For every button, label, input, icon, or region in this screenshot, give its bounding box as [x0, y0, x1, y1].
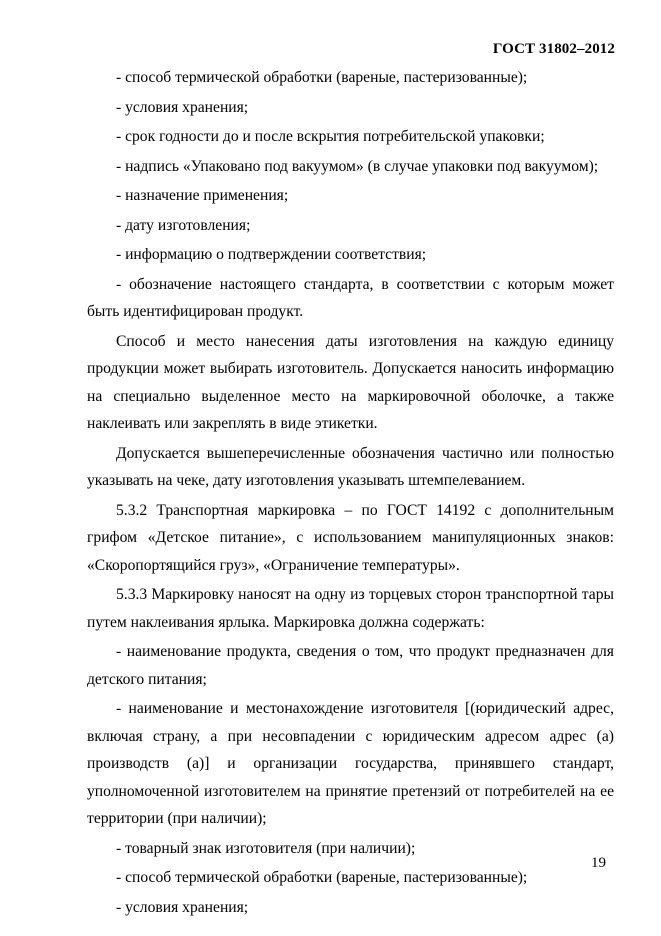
section-5-3-2: 5.3.2 Транспортная маркировка – по ГОСТ 14192 с дополнительным грифом «Детское питание», с использованием манипуляционных знаков: «Скоропортящийся груз», «Ограничение температуры».: [87, 501, 614, 574]
list-item: - срок годности до и после вскрытия потребительской упаковки;: [116, 128, 545, 145]
list-item: - надпись «Упаковано под вакуумом» (в случае упаковки под вакуумом);: [116, 157, 599, 175]
list-item: - условия хранения;: [116, 898, 249, 916]
paragraph: Допускается вышеперечисленные обозначения частично или полностью указывать на чеке, дату изготовления указывать штемпелеванием.: [87, 444, 614, 489]
list-item: - назначение применения;: [116, 187, 289, 204]
list-item: - способ термической обработки (вареные, пастеризованные);: [116, 69, 528, 86]
section-5-3-3: 5.3.3 Маркировку наносят на одну из торцевых сторон транспортной тары путем наклеивания ярлыка. Маркировка должна содержать:: [87, 586, 614, 631]
paragraph: Способ и место нанесения даты изготовления на каждую единицу продукции может выбирать изготовитель. Допускается наносить информацию на специально выделенное место на маркировочной оболочке, а также наклеивать или закреплять в виде этикетки.: [87, 332, 614, 432]
document-body: [87, 64, 614, 921]
list-item: - товарный знак изготовителя (при наличии);: [116, 839, 416, 857]
list-item: - способ термической обработки (вареные, пастеризованные);: [116, 869, 528, 886]
list-item: - условия хранения;: [116, 98, 249, 116]
list-item: - информацию о подтверждении соответствия;: [116, 246, 427, 263]
page-number: 19: [591, 855, 606, 871]
list-item: - обозначение настоящего стандарта, в соответствии с которым может быть идентифицирован продукт.: [87, 275, 614, 320]
list-item: - дату изготовления;: [116, 216, 251, 234]
standard-header: ГОСТ 31802–2012: [492, 41, 615, 57]
list-item: - наименование продукта, сведения о том, что продукт предназначен для детского питания;: [87, 643, 614, 688]
list-item: - наименование и местонахождение изготовителя [(юридический адрес, включая страну, а при несовпадении с юридическим адресом адрес (а) производств (а)] и организации государства, принявшего стандарт, уполномоченной изготовителем на принятие претензий от потребителей на ее территории (при наличии);: [87, 700, 614, 827]
